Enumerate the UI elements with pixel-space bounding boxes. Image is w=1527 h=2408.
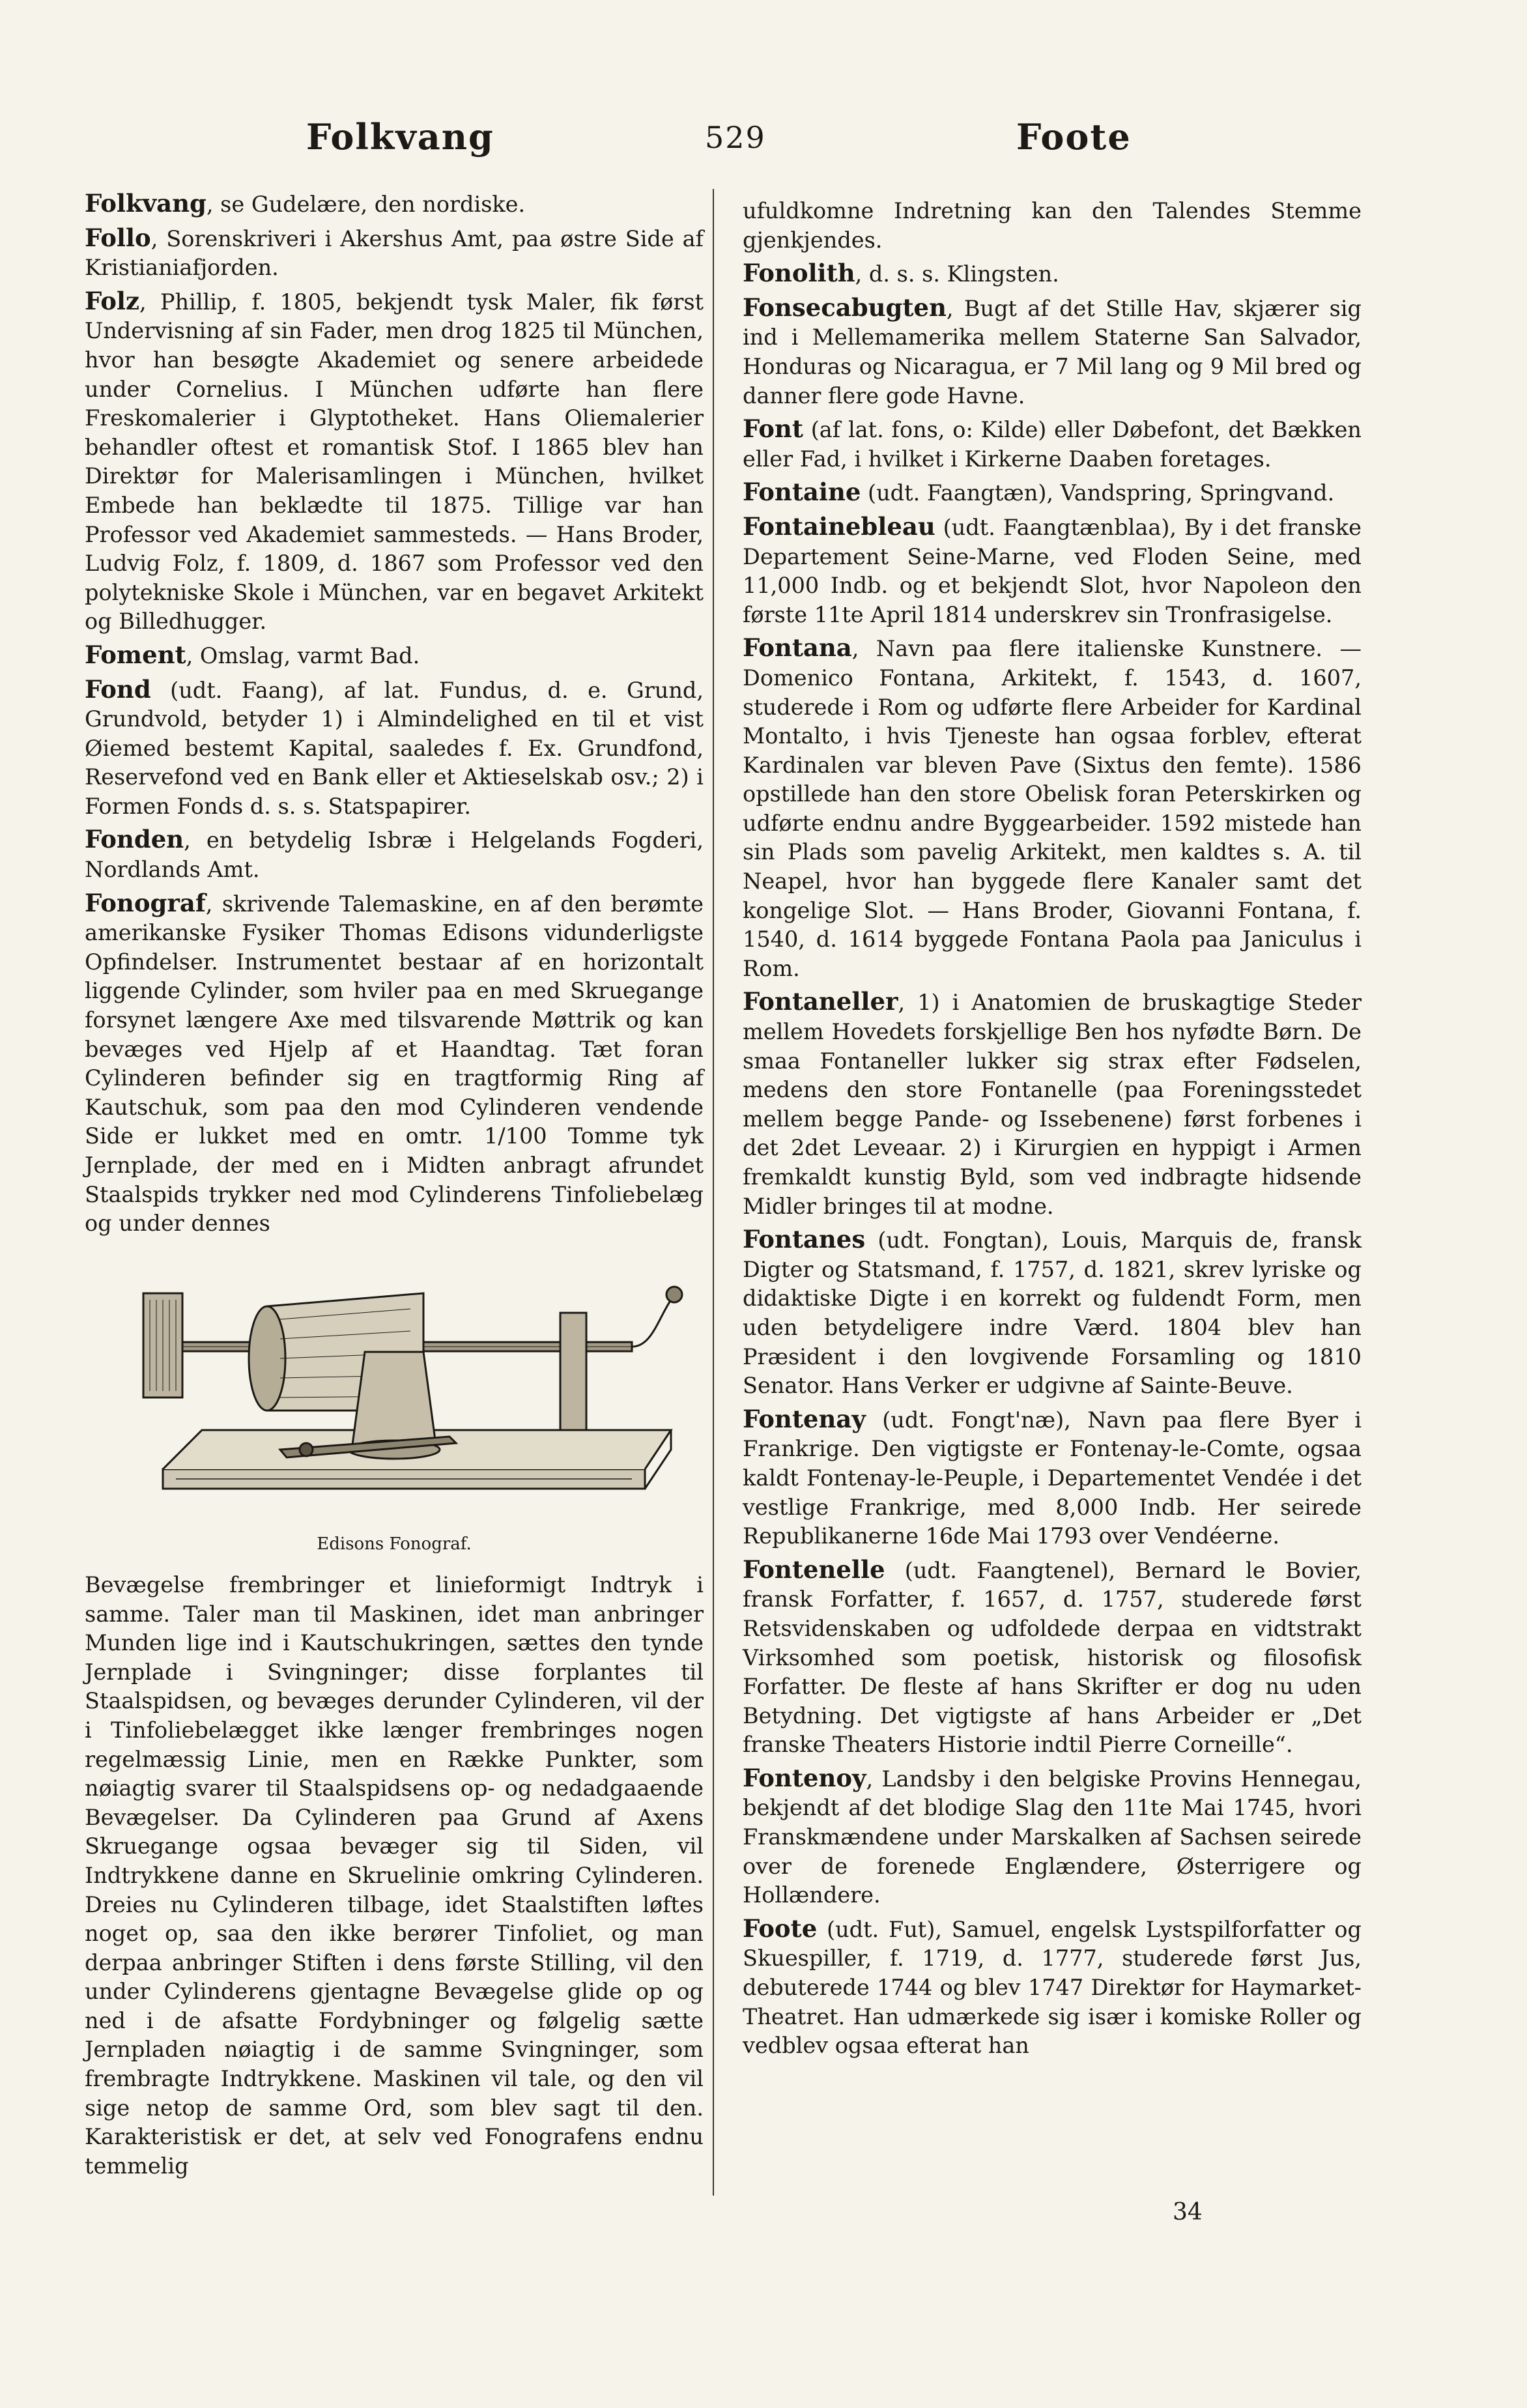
entry-text: , se Gudelære, den nordiske.: [206, 192, 526, 217]
entry-text: , Phillip, f. 1805, bekjendt tysk Maler, fik først Undervisning af sin Fader, men drog 1825 til München, hvor han besøgte Akademiet og senere arbeidede under Cornelius. I München udførte han flere Freskomalerier i Glyptotheket. Hans Oliemalerier behandler oftest et romantisk Stof. I 1865 blev han Direktør for Malerisamlingen i München, hvilket Embede han beklædte til 1875. Tillige var han Professor ved Akademiet sammesteds. — Hans Broder, Ludvig Folz, f. 1809, d. 1867 som Professor ved den polytekniske Skole i München, var en begavet Arkitekt og Billedhugger.: [85, 289, 704, 635]
entry-fonograf-continued: Bevægelse frembringer et linieformigt Indtryk i samme. Taler man til Maskinen, idet man anbringer Munden lige ind i Kautschukringen, sættes den tynde Jernplade i Svingninger; disse forplantes til Staalspidsen, og bevæges derunder Cylinderen, vil der i Tinfoliebelægget ikke længer frembringes nogen regelmæssig Linie, men en Række Punkter, som nøiagtig svarer til Staalspidsens op- og nedadgaaende Bevægelser. Da Cylinderen paa Grund af Axens Skruegange ogsaa bevæger sig til Siden, vil Indtrykkene danne en Skruelinie omkring Cylinderen. Dreies nu Cylinderen tilbage, idet Staalstiften løftes noget op, saa den ikke berører Tinfoliet, og man derpaa anbringer Stiften i dens første Stilling, vil den under Cylinderens gjentagne Bevægelse glide op og ned i de afsatte Fordybninger og følgelig sætte Jernpladen nøiagtig i de samme Svingninger, som frembragte Indtrykkene. Maskinen vil tale, og den vil sige netop de samme Ord, som blev sagt til den. Karakteristisk er det, at selv ved Fonografens endnu temmelig: [85, 1571, 704, 2179]
headword: Fonsecabugten: [743, 293, 947, 322]
headword: Fontenoy: [743, 1763, 866, 1792]
entry-fontenelle: [743, 1555, 1362, 1760]
headword: Folz: [85, 286, 139, 315]
page-number: 529: [705, 120, 766, 155]
entry-folkvang: [85, 189, 704, 220]
entry-text: , en betydelig Isbræ i Helgelands Fogderi, Nordlands Amt.: [85, 827, 704, 883]
running-head-right: Foote: [1016, 116, 1132, 158]
entry-fonograf-end: [743, 195, 1362, 255]
entry-foment: [85, 640, 704, 671]
entry-fontenoy: [743, 1764, 1362, 1910]
entry-font: [743, 414, 1362, 474]
entry-text: (udt. Fongt'næ), Navn paa flere Byer i Frankrige. Den vigtigste er Fontenay-le-Comte, ogsaa kaldt Fontenay-le-Peuple, i Departementet Vendée i det vestlige Frankrige, med 8,000 Indb. Her seirede Republikanerne 16de Mai 1793 over Vendéerne.: [743, 1407, 1362, 1549]
headword: Fontenay: [743, 1404, 866, 1433]
entry-text: , Bugt af det Stille Hav, skjærer sig ind i Mellemamerika mellem Staterne San Salvador, Honduras og Nicaragua, er 7 Mil lang og 9 Mil bred og danner flere gode Havne.: [743, 295, 1362, 408]
entry-text: (udt. Faangtenel), Bernard le Bovier, fransk Forfatter, f. 1657, d. 1757, studerede først Retsvidenskaben og udfoldede derpaa en vidtstrakt Virksomhed som poetisk, historisk og filosofisk Forfatter. De fleste af hans Skrifter er dog nu uden Betydning. Det vigtigste af hans Arbeider er „Det franske Theaters Historie indtil Pierre Corneille“.: [743, 1557, 1362, 1758]
entry-fonolith: [743, 259, 1362, 289]
headword: Follo: [85, 223, 151, 252]
entry-text: , Landsby i den belgiske Provins Hennegau, bekjendt af det blodige Slag den 11te Mai 1745, hvori Franskmændene under Marskalken af Sachsen seirede over de forenede Englændere, Østerrigere og Hollændere.: [743, 1766, 1362, 1908]
headword: Font: [743, 414, 803, 444]
entry-text: , Omslag, varmt Bad.: [186, 642, 420, 668]
running-head-left: Folkvang: [306, 116, 494, 158]
entry-text: (udt. Fongtan), Louis, Marquis de, fransk Digter og Statsmand, f. 1757, d. 1821, skrev lyriske og didaktiske Digte i en korrekt og fuldendt Form, men uden betydeligere indre Værd. 1804 blev han Præsident i den lovgivende Forsamling og 1810 Senator. Hans Verker er udgivne af Sainte-Beuve.: [743, 1227, 1362, 1399]
left-column: [85, 189, 704, 2185]
headword: Fontaine: [743, 478, 861, 507]
entry-foote: [743, 1914, 1362, 2061]
headword: Fontanes: [743, 1225, 866, 1254]
figure-caption: Edisons Fonograf.: [317, 1534, 472, 1555]
entry-text: (udt. Faangtæn), Vandspring, Springvand.: [861, 480, 1335, 506]
entry-fontanes: [743, 1225, 1362, 1401]
headword: Fonograf: [85, 888, 206, 917]
headword: Foment: [85, 640, 186, 669]
entry-fontana: [743, 633, 1362, 983]
headword: Fonolith: [743, 259, 855, 288]
entry-text: (udt. Faang), af lat. Fundus, d. e. Grund, Grundvold, betyder 1) i Almindelighed en til et vist Øiemed bestemt Kapital, saaledes f. Ex. Grundfond, Reservefond ved en Bank eller et Aktieselskab osv.; 2) i Formen Fonds d. s. s. Statspapirer.: [85, 677, 704, 819]
signature-number: 34: [1173, 2199, 1203, 2226]
headword: Fontaneller: [743, 987, 898, 1016]
entry-text: , 1) i Anatomien de bruskagtige Steder mellem Hovedets forskjellige Ben hos nyfødte Børn. De smaa Fontaneller lukker sig strax efter Fødselen, medens den store Fontanelle (paa Foreningsstedet mellem begge Pande- og Issebenene) først forbenes i det 2det Leveaar. 2) i Kirurgien en hyppigt i Armen fremkaldt kunstig Byld, som ved indbragte hidsende Midler bringes til at modne.: [743, 990, 1362, 1219]
headword: Fontana: [743, 633, 852, 663]
entry-fond: [85, 675, 704, 822]
headword: Fonden: [85, 825, 184, 854]
entry-fonden: [85, 825, 704, 884]
entry-fontainebleau: [743, 512, 1362, 629]
right-column: [743, 195, 1362, 2065]
entry-text: , d. s. s. Klingsten.: [855, 261, 1059, 287]
entry-text: , skrivende Talemaskine, en af den berømte amerikanske Fysiker Thomas Edisons vidunderligste Opfindelser. Instrumentet bestaar af en horizontalt liggende Cylinder, som hviler paa en med Skruegange forsynet længere Axe med tilsvarende Møttrik og kan bevæges ved Hjelp af et Haandtag. Tæt foran Cylinderen befinder sig en tragtformig Ring af Kautschuk, som paa den mod Cylinderen vendende Side er lukket med en omtr. 1/100 Tomme tyk Jernplade, der med en i Midten anbragt afrundet Staalspids trykker ned mod Cylinderens Tinfoliebelæg og under dennes: [85, 891, 704, 1237]
headword: Fontainebleau: [743, 511, 935, 541]
headword: Fond: [85, 674, 151, 704]
headword: Folkvang: [85, 189, 207, 218]
entry-folz: [85, 287, 704, 637]
entry-text: (af lat. fons, o: Kilde) eller Døbefont, det Bækken eller Fad, i hvilket i Kirkerne Daaben foretages.: [743, 417, 1362, 472]
entry-fontenay: [743, 1405, 1362, 1551]
entry-fonsecabugten: [743, 293, 1362, 410]
entry-follo: [85, 223, 704, 283]
entry-text: ufuldkomne Indretning kan den Talendes Stemme gjenkjendes.: [743, 198, 1362, 253]
entry-text: (udt. Faangtænblaa), By i det franske Departement Seine-Marne, ved Floden Seine, med 11,000 Indb. og et bekjendt Slot, hvor Napoleon den første 11te April 1814 underskrev sin Tronfrasigelse.: [743, 514, 1362, 627]
entry-text: (udt. Fut), Samuel, engelsk Lystspilforfatter og Skuespiller, f. 1719, d. 1777, studerede først Jus, debuterede 1744 og blev 1747 Direktør for Haymarket-Theatret. Han udmærkede sig især i komiske Roller og vedblev ogsaa efterat han: [743, 1916, 1362, 2059]
phonograph-engraving: [143, 1287, 682, 1489]
entry-fontaine: [743, 478, 1362, 508]
phonograph-illustration: [85, 1254, 704, 1515]
entry-fontaneller: [743, 987, 1362, 1221]
entry-text: , Sorenskriveri i Akershus Amt, paa østre Side af Kristianiafjorden.: [85, 225, 704, 281]
headword: Fontenelle: [743, 1555, 885, 1584]
column-divider: [713, 189, 714, 2196]
entry-fonograf: [85, 889, 704, 1239]
headword: Foote: [743, 1914, 818, 1943]
entry-text: , Navn paa flere italienske Kunstnere. — Domenico Fontana, Arkitekt, f. 1543, d. 1607, studerede i Rom og udførte flere Arbeider for Kardinal Montalto, i hvis Tjeneste han ogsaa forblev, efterat Kardinalen var bleven Pave (Sixtus den femte). 1586 opstillede han den store Obelisk foran Peterskirken og udførte endnu andre Byggearbeider. 1592 mistede han sin Plads som pavelig Arkitekt, men kaldtes s. A. til Neapel, hvor han byggede flere Kanaler samt det kongelige Slot. — Hans Broder, Giovanni Fontana, f. 1540, d. 1614 byggede Fontana Paola paa Janiculus i Rom.: [743, 636, 1362, 981]
